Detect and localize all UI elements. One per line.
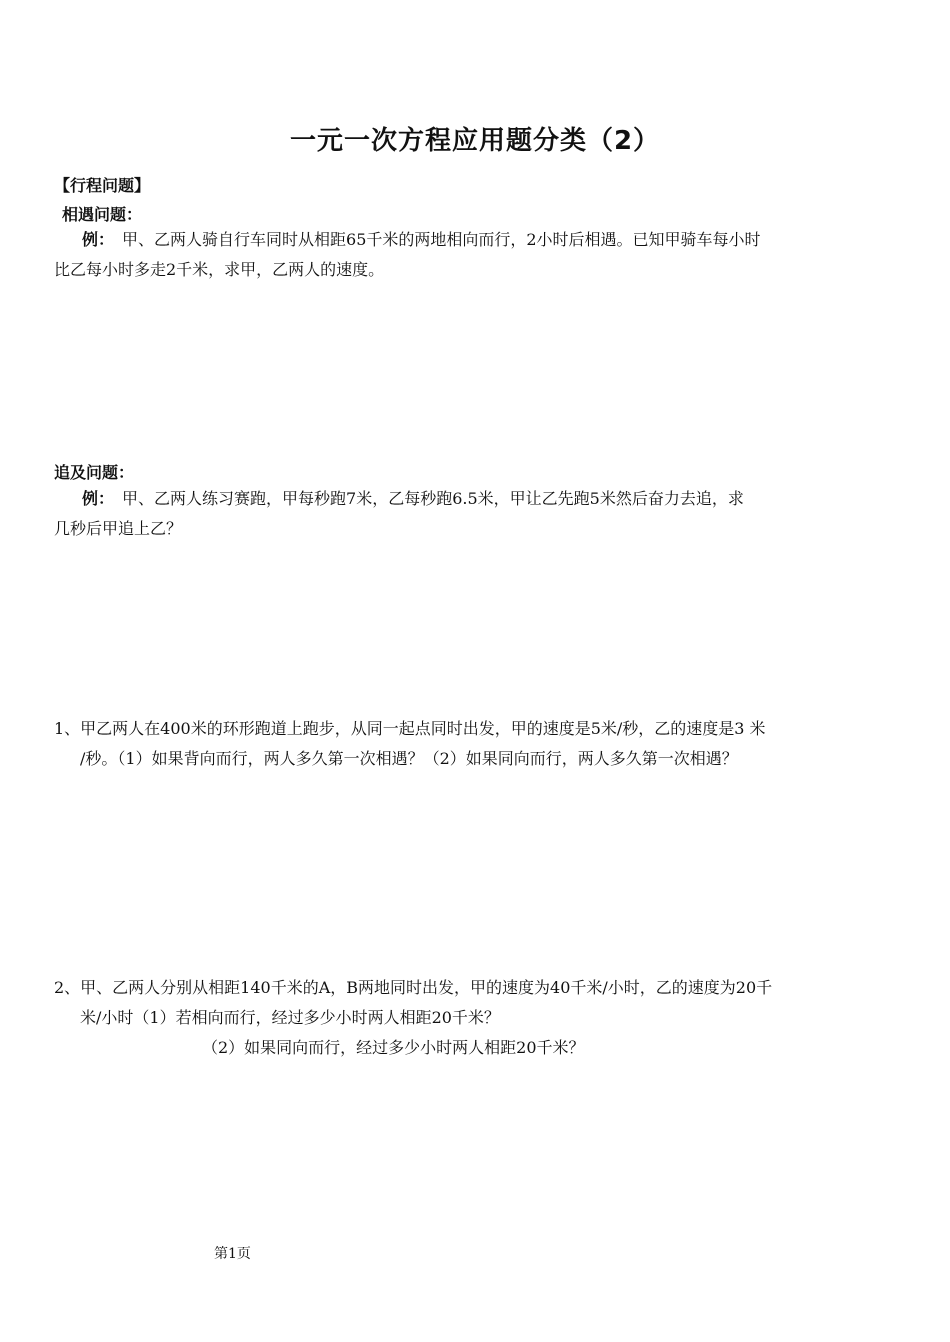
meeting-example-line1: [54, 225, 904, 255]
problem-2-line2: 米/小时（1）若相向而行，经过多少小时两人相距20千米？: [80, 1008, 500, 1027]
subheading-meeting: 相遇问题：: [62, 205, 143, 224]
problem-2-line1: 2、甲、乙两人分别从相距140千米的A，B两地同时出发，甲的速度为40千米/小时，乙的速度为20千: [54, 978, 773, 997]
meeting-example-text1: 甲、乙两人骑自行车同时从相距65千米的两地相向而行，2小时后相遇。已知甲骑车每小时: [122, 230, 761, 249]
page-number: 第1页: [214, 1246, 251, 1262]
example-label: 例：: [82, 489, 115, 508]
chase-example: [54, 484, 904, 544]
meeting-example-line2: 比乙每小时多走2千米，求甲，乙两人的速度。: [54, 260, 385, 279]
problem-2-line3: （2）如果同向而行，经过多少小时两人相距20千米？: [202, 1038, 585, 1057]
subheading-chase: 追及问题：: [54, 463, 135, 482]
chase-example-line1: [54, 484, 904, 514]
chase-example-text1: 甲、乙两人练习赛跑，甲每秒跑7米，乙每秒跑6.5米，甲让乙先跑5米然后奋力去追，求: [122, 489, 744, 508]
meeting-example: [54, 225, 904, 285]
example-label: 例：: [82, 230, 115, 249]
section-heading-travel: 【行程问题】: [54, 176, 151, 195]
problem-1-line2: /秒。（1）如果背向而行，两人多久第一次相遇？（2）如果同向而行，两人多久第一次相遇？: [80, 749, 738, 768]
problem-1-line1: 1、甲乙两人在400米的环形跑道上跑步，从同一起点同时出发，甲的速度是5米/秒，乙的速度是3 米: [54, 719, 766, 738]
chase-example-line2: 几秒后甲追上乙？: [54, 519, 183, 538]
problem-2: [54, 973, 904, 1063]
problem-1: [54, 714, 904, 774]
page-title: 一元一次方程应用题分类（2）: [289, 126, 661, 156]
